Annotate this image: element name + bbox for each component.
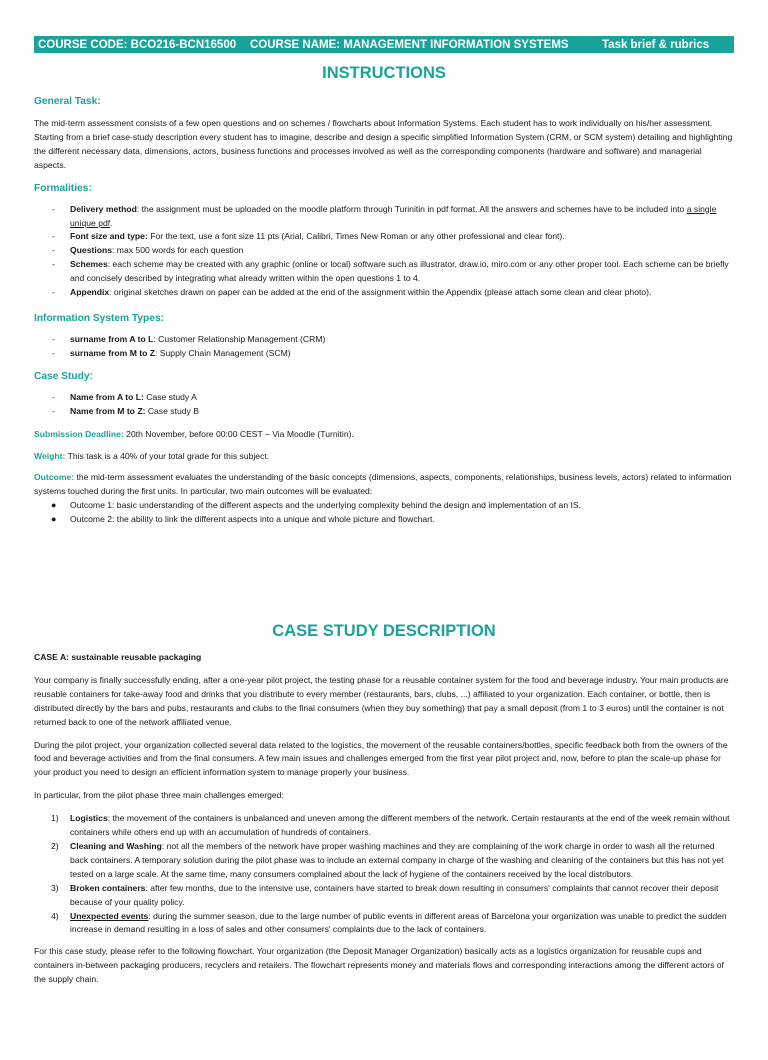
list-item: - Font size and type: For the text, use a font size 11 pts (Arial, Calibri, Times New Roman or any other professional and clear font). bbox=[52, 231, 565, 242]
outcome-list bbox=[34, 499, 734, 527]
is-types-heading: Information System Types: bbox=[34, 312, 165, 324]
item-label: Appendix bbox=[70, 287, 110, 298]
is-types-list bbox=[34, 333, 734, 361]
item-label: surname from A to L bbox=[70, 333, 154, 344]
list-item: - Name from A to L: Case study A bbox=[52, 391, 197, 402]
list-item: 4) Unexpected events: during the summer season, due to the large number of public events in different areas of Barcelona your organization was unable to predict the sudden increase in demand resulting in a loss of sales and other consumers' complaints due to the lack of containers. bbox=[51, 910, 727, 935]
case-study-heading: Case Study: bbox=[34, 370, 93, 382]
list-item: - Questions: max 500 words for each question bbox=[52, 245, 244, 256]
list-item: ● Outcome 1: basic understanding of the different aspects and the underlying complexity behind the design and implementation of an IS. bbox=[51, 500, 582, 511]
case-a-paragraph-3: In particular, from the pilot phase three main challenges emerged: bbox=[34, 790, 284, 801]
case-a-paragraph-1: Your company is finally successfully ending, after a one-year pilot project, the testing phase for a reusable container system for the food and beverage industry. Your main products are reusable containers for take-away food and drinks that you distribute to every member (restaurants, bars, clubs, ...) affiliated to your organization. Each container, or bottle, then is distributed directly by the bars and pubs, restaurants and clubs to the final consumers (when they buy something) that pay a small deposit (from 1 to 3 euros) until the container is not returned back to one of the network affiliated venue. bbox=[34, 674, 729, 727]
list-item: - Appendix: original sketches drawn on paper can be added at the end of the assignment within the Appendix (please attach some clean and clear photo). bbox=[52, 287, 652, 298]
list-item: 3) Broken containers: after few months, due to the intensive use, containers have started to break down resulting in consumers' complaints that cannot recover their deposit because of your quality policy. bbox=[51, 882, 719, 907]
challenges-list bbox=[34, 812, 734, 937]
course-header-bar bbox=[34, 36, 734, 53]
list-item: ● Outcome 2: the ability to link the different aspects into a unique and whole picture and flowchart. bbox=[51, 514, 435, 525]
course-code: COURSE CODE: BCO216-BCN16500 bbox=[38, 38, 237, 51]
case-a-paragraph-2: During the pilot project, your organization collected several data related to the logistics, the movement of the reusable containers/bottles, specific feedback both from the owners of the food and beverage activities and from the final consumers. A few main issues and challenges emerged from the first year pilot project and, now, before to plan the scale-up phase for your product you need to design an efficient information system to manage properly your business. bbox=[34, 739, 728, 778]
case-study-list bbox=[34, 391, 734, 419]
item-label: Broken containers bbox=[70, 882, 146, 893]
list-item: - Schemes: each scheme may be created with any graphic (online or local) software such as illustrator, draw.io, miro.com or any other proper tool. Each scheme can be briefly and concisely described by integrating what already written within the open questions 1 to 4. bbox=[52, 259, 729, 284]
case-study-title: CASE STUDY DESCRIPTION bbox=[272, 622, 496, 641]
task-brief-label: Task brief & rubrics bbox=[602, 38, 710, 51]
list-item: - Name from M to Z: Case study B bbox=[52, 405, 199, 416]
formalities-heading: Formalities: bbox=[34, 182, 92, 194]
document-page bbox=[0, 36, 768, 1060]
weight-line: Weight: This task is a 40% of your total grade for this subject. bbox=[34, 450, 270, 461]
general-task-text: The mid-term assessment consists of a few open questions and on schemes / flowcharts about Information Systems. Each student has to work individually on his/her assessment. Starting from a brief case-study description every student has to imagine, describe and design a specific simplified Information System (CRM, or SCM system) detailing and highlighting the different necessary data, dimensions, actors, business functions and processes involved as well as the corresponding components (hardware and software) and managerial aspects. bbox=[34, 118, 733, 170]
item-label: surname from M to Z bbox=[70, 347, 155, 358]
item-label: Logistics bbox=[70, 813, 108, 824]
list-item: - surname from A to L: Customer Relationship Management (CRM) bbox=[52, 333, 326, 344]
formalities-list bbox=[34, 203, 734, 300]
item-label: Cleaning and Washing bbox=[70, 841, 162, 851]
item-label: Schemes bbox=[70, 259, 108, 270]
instructions-title: INSTRUCTIONS bbox=[322, 64, 446, 82]
course-name: COURSE NAME: MANAGEMENT INFORMATION SYSTEMS bbox=[250, 38, 569, 51]
item-label: Font size and type: bbox=[70, 231, 148, 242]
item-label: Unexpected events bbox=[70, 910, 149, 921]
list-item: 2) Cleaning and Washing: not all the members of the network have proper washing machines and they are complaining of the work charge in order to wash all the returned back containers. A temporary solution during the pilot phase was to include an external company in charge of the washing and cleaning of the containers but this has not yet tested on a large scale. At the same time, many consumers complained about the lack of hygiene of the containers received by the local distributors. bbox=[51, 841, 724, 879]
item-label: Name from M to Z: bbox=[70, 405, 146, 416]
item-label: Questions bbox=[70, 245, 113, 256]
item-label: Name from A to L: bbox=[70, 391, 144, 402]
list-item: 1) Logistics: the movement of the containers is unbalanced and uneven among the different members of the network. Certain restaurants at the end of the week remain without containers while others end up with an accumulation of hundreds of containers. bbox=[51, 813, 730, 838]
item-label: Delivery method bbox=[70, 203, 137, 214]
case-a-paragraph-4: For this case study, please refer to the following flowchart. Your organization (the Deposit Manager Organization) basically acts as a logistics organization for reusable cups and containers in-between packaging producers, recyclers and retailers. The flowchart represents money and materials flows and corresponding interactions among the different actors of the supply chain. bbox=[34, 946, 724, 985]
case-a-heading: CASE A: sustainable reusable packaging bbox=[34, 652, 202, 663]
list-item: - surname from M to Z: Supply Chain Management (SCM) bbox=[52, 347, 291, 358]
submission-deadline: Submission Deadline: 20th November, before 00:00 CEST – Via Moodle (Turnitin). bbox=[34, 428, 354, 439]
outcome-text: Outcome: the mid-term assessment evaluates the understanding of the basic concepts (dimensions, aspects, components, relationships, business levels, actors) related to information systems touched during the first units. In particular, two main outcomes will be evaluated: bbox=[34, 472, 732, 497]
single-pdf-link: a single unique pdf bbox=[70, 203, 717, 228]
general-task-heading: General Task: bbox=[34, 96, 101, 107]
list-item: - Delivery method: the assignment must be uploaded on the moodle platform through Turinitin in pdf format. All the answers and schemes have to be included into a single unique pdf. bbox=[52, 203, 717, 228]
